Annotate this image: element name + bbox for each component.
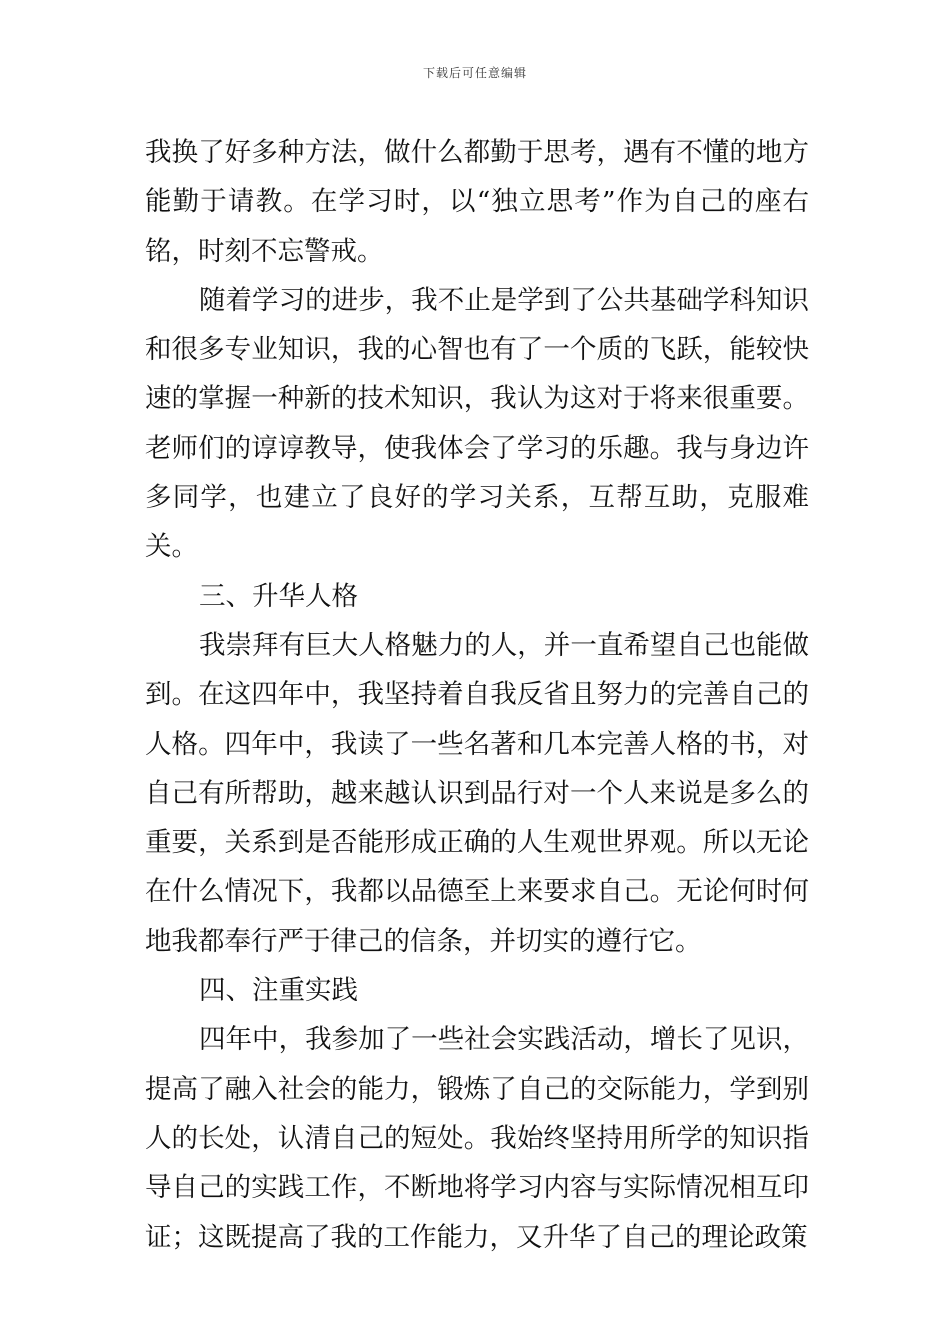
paragraph-personality: 我崇拜有巨大人格魅力的人，并一直希望自己也能做到。在这四年中，我坚持着自我反省且努力的完善自己的人格。四年中，我读了一些名著和几本完善人格的书，对自己有所帮助，越来越认识到品行对一个人来说是多么的重要，关系到是否能形成正确的人生观世界观。所以无论在什么情况下，我都以品德至上来要求自己。无论何时何地我都奉行严于律己的信条，并切实的遵行它。: [145, 629, 809, 957]
paragraph-learning-progress: 随着学习的进步，我不止是学到了公共基础学科知识和很多专业知识，我的心智也有了一个质的飞跃，能较快速的掌握一种新的技术知识，我认为这对于将来很重要。老师们的谆谆教导，使我体会了学习的乐趣。我与身边许多同学，也建立了良好的学习关系，互帮互助，克服难关。: [145, 284, 809, 563]
page-header-note: 下载后可任意编辑: [422, 66, 527, 80]
paragraph-practice: 四年中，我参加了一些社会实践活动，增长了见识，提高了融入社会的能力，锻炼了自己的交际能力，学到别人的长处，认清自己的短处。我始终坚持用所学的知识指导自己的实践工作，不断地将学习内容与实际情况相互印证；这既提高了我的工作能力，又升华了自己的理论政策: [145, 1024, 809, 1253]
section-heading-practice: 四、注重实践: [199, 975, 358, 1007]
paragraph-study-methods: 我换了好多种方法，做什么都勤于思考，遇有不懂的地方能勤于请教。在学习时，以“独立思考”作为自己的座右铭，时刻不忘警戒。: [145, 137, 809, 267]
section-heading-personality: 三、升华人格: [199, 580, 358, 612]
document-body: [145, 128, 809, 1262]
